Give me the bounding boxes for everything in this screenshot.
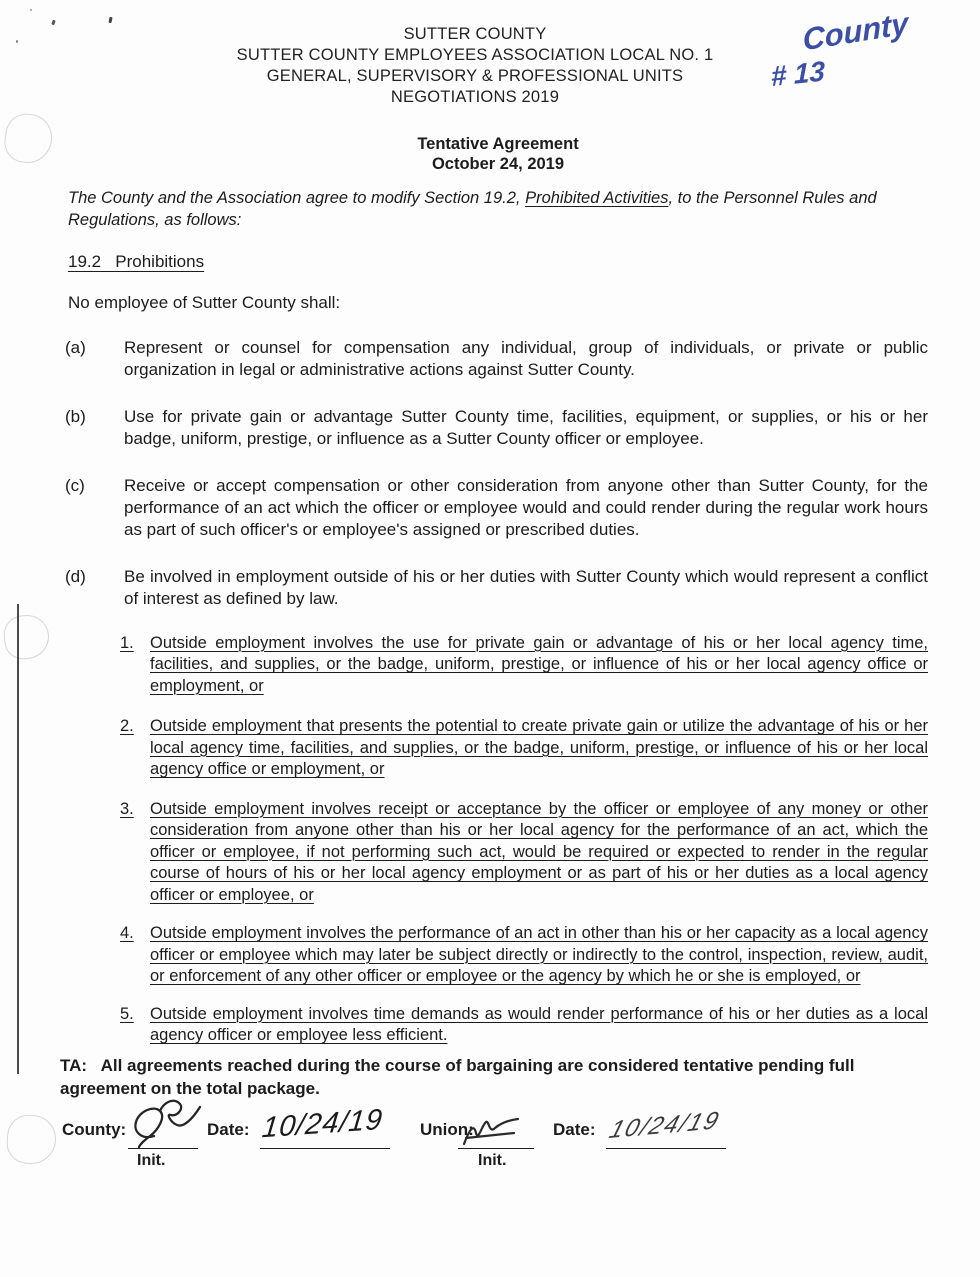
item-text: Use for private gain or advantage Sutter County time, facilities, equipment, or supplies, or his or her badge, uniform, prestige, or influence as a Sutter County officer or employee. <box>124 406 928 449</box>
subitem-number: 3. <box>120 799 134 818</box>
scan-speck <box>108 17 112 23</box>
county-init-caption: Init. <box>137 1151 166 1169</box>
scan-speck <box>51 20 56 26</box>
item-label: (a) <box>65 338 86 357</box>
union-date-label: Date: <box>553 1119 596 1139</box>
item-label: (c) <box>65 475 85 495</box>
item-label: (d) <box>65 566 86 586</box>
numbered-subitem-1 <box>120 633 928 698</box>
subitem-text: Outside employment that presents the potential to create private gain or utilize the advantage of his or her local agency time, facilities, and supplies, or the badge, uniform, prestige, or influence of his or her local agency office or employment, or <box>150 717 928 779</box>
lettered-item-d <box>65 566 928 611</box>
county-initials-line <box>128 1148 198 1149</box>
ta-note: TA: All agreements reached during the course of bargaining are considered tentative pending full agreement on the total package. <box>60 1055 860 1098</box>
county-date-handwritten: 10/24/19 <box>260 1103 385 1145</box>
intro-text-before: The County and the Association agree to modify Section 19.2, <box>68 189 526 207</box>
hole-punch-mark <box>2 613 51 661</box>
numbered-subitem-4 <box>120 923 928 988</box>
subitem-text: Outside employment involves receipt or acceptance by the officer or employee of any money or other consideration from anyone other than his or her local agency for the performance of an act, which the officer or employee, if not performing such act, would be required or expected to render in the regular course of hours of his or her local agency employment or as part of his or her duties as a local agency officer or employee, or <box>150 799 928 904</box>
document-header <box>60 24 890 108</box>
header-line-1: SUTTER COUNTY <box>403 25 547 43</box>
item-text: Be involved in employment outside of his or her duties with Sutter County which would represent a conflict of interest as defined by law. <box>124 566 928 609</box>
union-label: Union: <box>420 1119 474 1139</box>
subitem-text: Outside employment involves time demands as would render performance of his or her duties as a local agency officer or employee less efficient. <box>150 1004 928 1045</box>
union-date-handwritten: 10/24/19 <box>606 1106 724 1144</box>
subitem-number: 5. <box>120 1004 134 1023</box>
subitem-number: 4. <box>120 924 134 943</box>
handwritten-county-annotation <box>771 5 911 93</box>
numbered-subitem-5 <box>120 1004 928 1047</box>
union-date-line <box>606 1148 726 1149</box>
county-initials-signature <box>124 1094 206 1150</box>
county-label: County: <box>62 1119 127 1139</box>
numbered-subitem-2 <box>120 716 928 781</box>
intro-text-after: , to the Personnel Rules and Regulations, as follows: <box>68 189 877 229</box>
scan-speck <box>16 40 18 43</box>
fold-line-artifact <box>17 604 19 1074</box>
subitem-number: 2. <box>120 717 134 736</box>
header-line-3: GENERAL, SUPERVISORY & PROFESSIONAL UNITS <box>266 67 684 85</box>
header-line-4: NEGOTIATIONS 2019 <box>390 88 560 106</box>
scan-speck <box>30 9 32 11</box>
header-line-2: SUTTER COUNTY EMPLOYEES ASSOCIATION LOCAL NO. 1 <box>236 46 714 64</box>
document-title: Tentative Agreement <box>417 135 579 153</box>
numbered-subitem-3 <box>120 799 928 907</box>
subitem-number: 1. <box>120 633 134 652</box>
signature-block <box>0 1103 980 1174</box>
county-date-line <box>260 1148 390 1149</box>
item-text: Represent or counsel for compensation any individual, group of individuals, or private or public organization in legal or administrative actions against Sutter County. <box>124 338 928 380</box>
item-label: (b) <box>65 406 86 426</box>
document-date: October 24, 2019 <box>431 155 565 173</box>
union-initials-line <box>458 1148 534 1149</box>
subitem-text: Outside employment involves the use for private gain or advantage of his or her local agency time, facilities, and supplies, or the badge, uniform, prestige, or influence of his or her local agency office or employment, or <box>150 633 928 695</box>
section-heading: 19.2 Prohibitions <box>68 252 205 271</box>
item-text: Receive or accept compensation or other consideration from anyone other than Sutter County, for the performance of an act which the officer or employee would and could render during the regular work hours as part of such officer's or employee's assigned or prescribed duties. <box>124 475 928 540</box>
annotation-number: # 13 <box>771 55 826 93</box>
union-init-caption: Init. <box>478 1151 507 1169</box>
lettered-item-b <box>65 406 928 451</box>
county-date-label: Date: <box>207 1119 250 1139</box>
intro-underlined-phrase: Prohibited Activities <box>525 189 669 207</box>
lead-in-text: No employee of Sutter County shall: <box>68 293 341 312</box>
annotation-word-county: County <box>802 5 910 58</box>
subitem-text: Outside employment involves the performance of an act in other than his or her capacity as a local agency officer or employee which may later be subject directly or indirectly to the control, inspection, review, audit, or enforcement of any other officer or employee or the agency by which he or she is employed, or <box>150 924 928 986</box>
lettered-item-a <box>65 337 928 382</box>
title-block <box>16 134 980 174</box>
intro-paragraph <box>68 187 925 231</box>
lettered-item-c <box>65 475 928 542</box>
